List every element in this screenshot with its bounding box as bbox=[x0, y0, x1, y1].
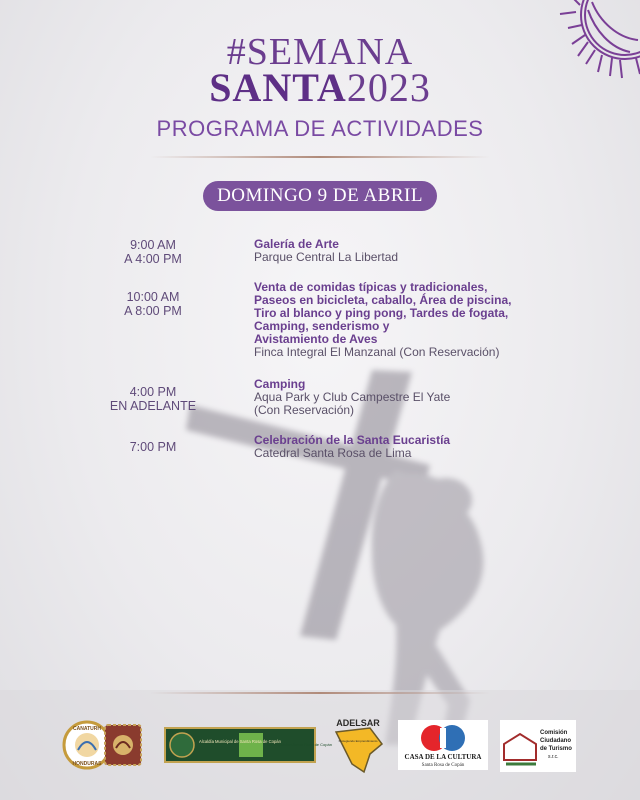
activity-place: Aqua Park y Club Campestre El Yate bbox=[254, 390, 451, 404]
time-end: EN ADELANTE bbox=[109, 399, 197, 413]
schedule-activity bbox=[254, 238, 554, 264]
time-start: 9:00 AM bbox=[130, 238, 176, 252]
schedule-activity bbox=[254, 281, 554, 359]
time-end: A 8:00 PM bbox=[124, 304, 182, 318]
activity-title: Celebración de la Santa Eucaristía bbox=[254, 433, 451, 447]
hashtag-title: #SEMANA bbox=[226, 31, 414, 73]
activity-title: Paseos en bicicleta, caballo, Área de piscina, bbox=[254, 293, 512, 307]
activity-place: (Con Reservación) bbox=[254, 403, 355, 417]
adelsar-logo bbox=[330, 714, 386, 776]
schedule-time bbox=[78, 385, 228, 413]
alcaldia-text-2: Municipalidad Santa Rosa de Copán bbox=[267, 742, 332, 747]
activity-title: Avistamiento de Aves bbox=[254, 332, 378, 346]
schedule-time bbox=[78, 440, 228, 454]
activity-title: Camping bbox=[254, 377, 306, 391]
schedule-activity bbox=[254, 378, 554, 417]
activity-place: Parque Central La Libertad bbox=[254, 250, 399, 264]
casa-cultura-subtitle: Santa Rosa de Copán bbox=[421, 763, 465, 768]
schedule-time bbox=[78, 290, 228, 318]
time-start: 10:00 AM bbox=[126, 290, 180, 304]
casa-cultura-title: CASA DE LA CULTURA bbox=[404, 753, 482, 761]
activity-place: Catedral Santa Rosa de Lima bbox=[254, 446, 412, 460]
activity-title: Camping, senderismo y bbox=[254, 319, 390, 333]
schedule-activity bbox=[254, 434, 554, 460]
alcaldia-text-1: Alcaldía Municipal de Santa Rosa de Copán bbox=[199, 739, 281, 744]
casa-cultura-logo bbox=[398, 720, 488, 770]
sponsor-logos bbox=[0, 712, 640, 792]
schedule-time bbox=[78, 238, 228, 266]
date-badge: DOMINGO 9 DE ABRIL bbox=[203, 181, 437, 211]
comision-turismo-logo bbox=[500, 720, 576, 772]
canaturh-bottom-text: HONDURAS bbox=[72, 761, 102, 767]
stamp-logo bbox=[104, 724, 142, 766]
activity-place: Finca Integral El Manzanal (Con Reservación) bbox=[254, 345, 500, 359]
time-end: A 4:00 PM bbox=[124, 252, 182, 266]
municipalidad-logo bbox=[165, 728, 332, 762]
top-divider bbox=[150, 156, 490, 158]
year: 2023 bbox=[346, 65, 431, 110]
adelsar-text: ADELSAR bbox=[336, 718, 380, 728]
comision-text-1: Comisión bbox=[540, 730, 568, 736]
canaturh-top-text: CANATURH bbox=[73, 726, 101, 732]
activity-title: Venta de comidas típicas y tradicionales, bbox=[254, 280, 488, 294]
comision-text-2: Ciudadano bbox=[540, 738, 571, 744]
adelsar-tagline: Protegiendo Emprendimiento bbox=[338, 739, 378, 743]
page-subtitle: PROGRAMA DE ACTIVIDADES bbox=[156, 116, 484, 141]
activity-title: Tiro al blanco y ping pong, Tardes de fogata, bbox=[254, 306, 509, 320]
activity-title: Galería de Arte bbox=[254, 237, 339, 251]
time-start: 4:00 PM bbox=[129, 385, 177, 399]
brand-title bbox=[0, 64, 640, 111]
comision-text-4: s.r.c. bbox=[548, 754, 559, 760]
time-start: 7:00 PM bbox=[129, 440, 177, 454]
brand-bold: SANTA bbox=[209, 65, 347, 110]
bottom-divider bbox=[150, 692, 490, 694]
comision-text-3: de Turismo bbox=[540, 746, 572, 752]
